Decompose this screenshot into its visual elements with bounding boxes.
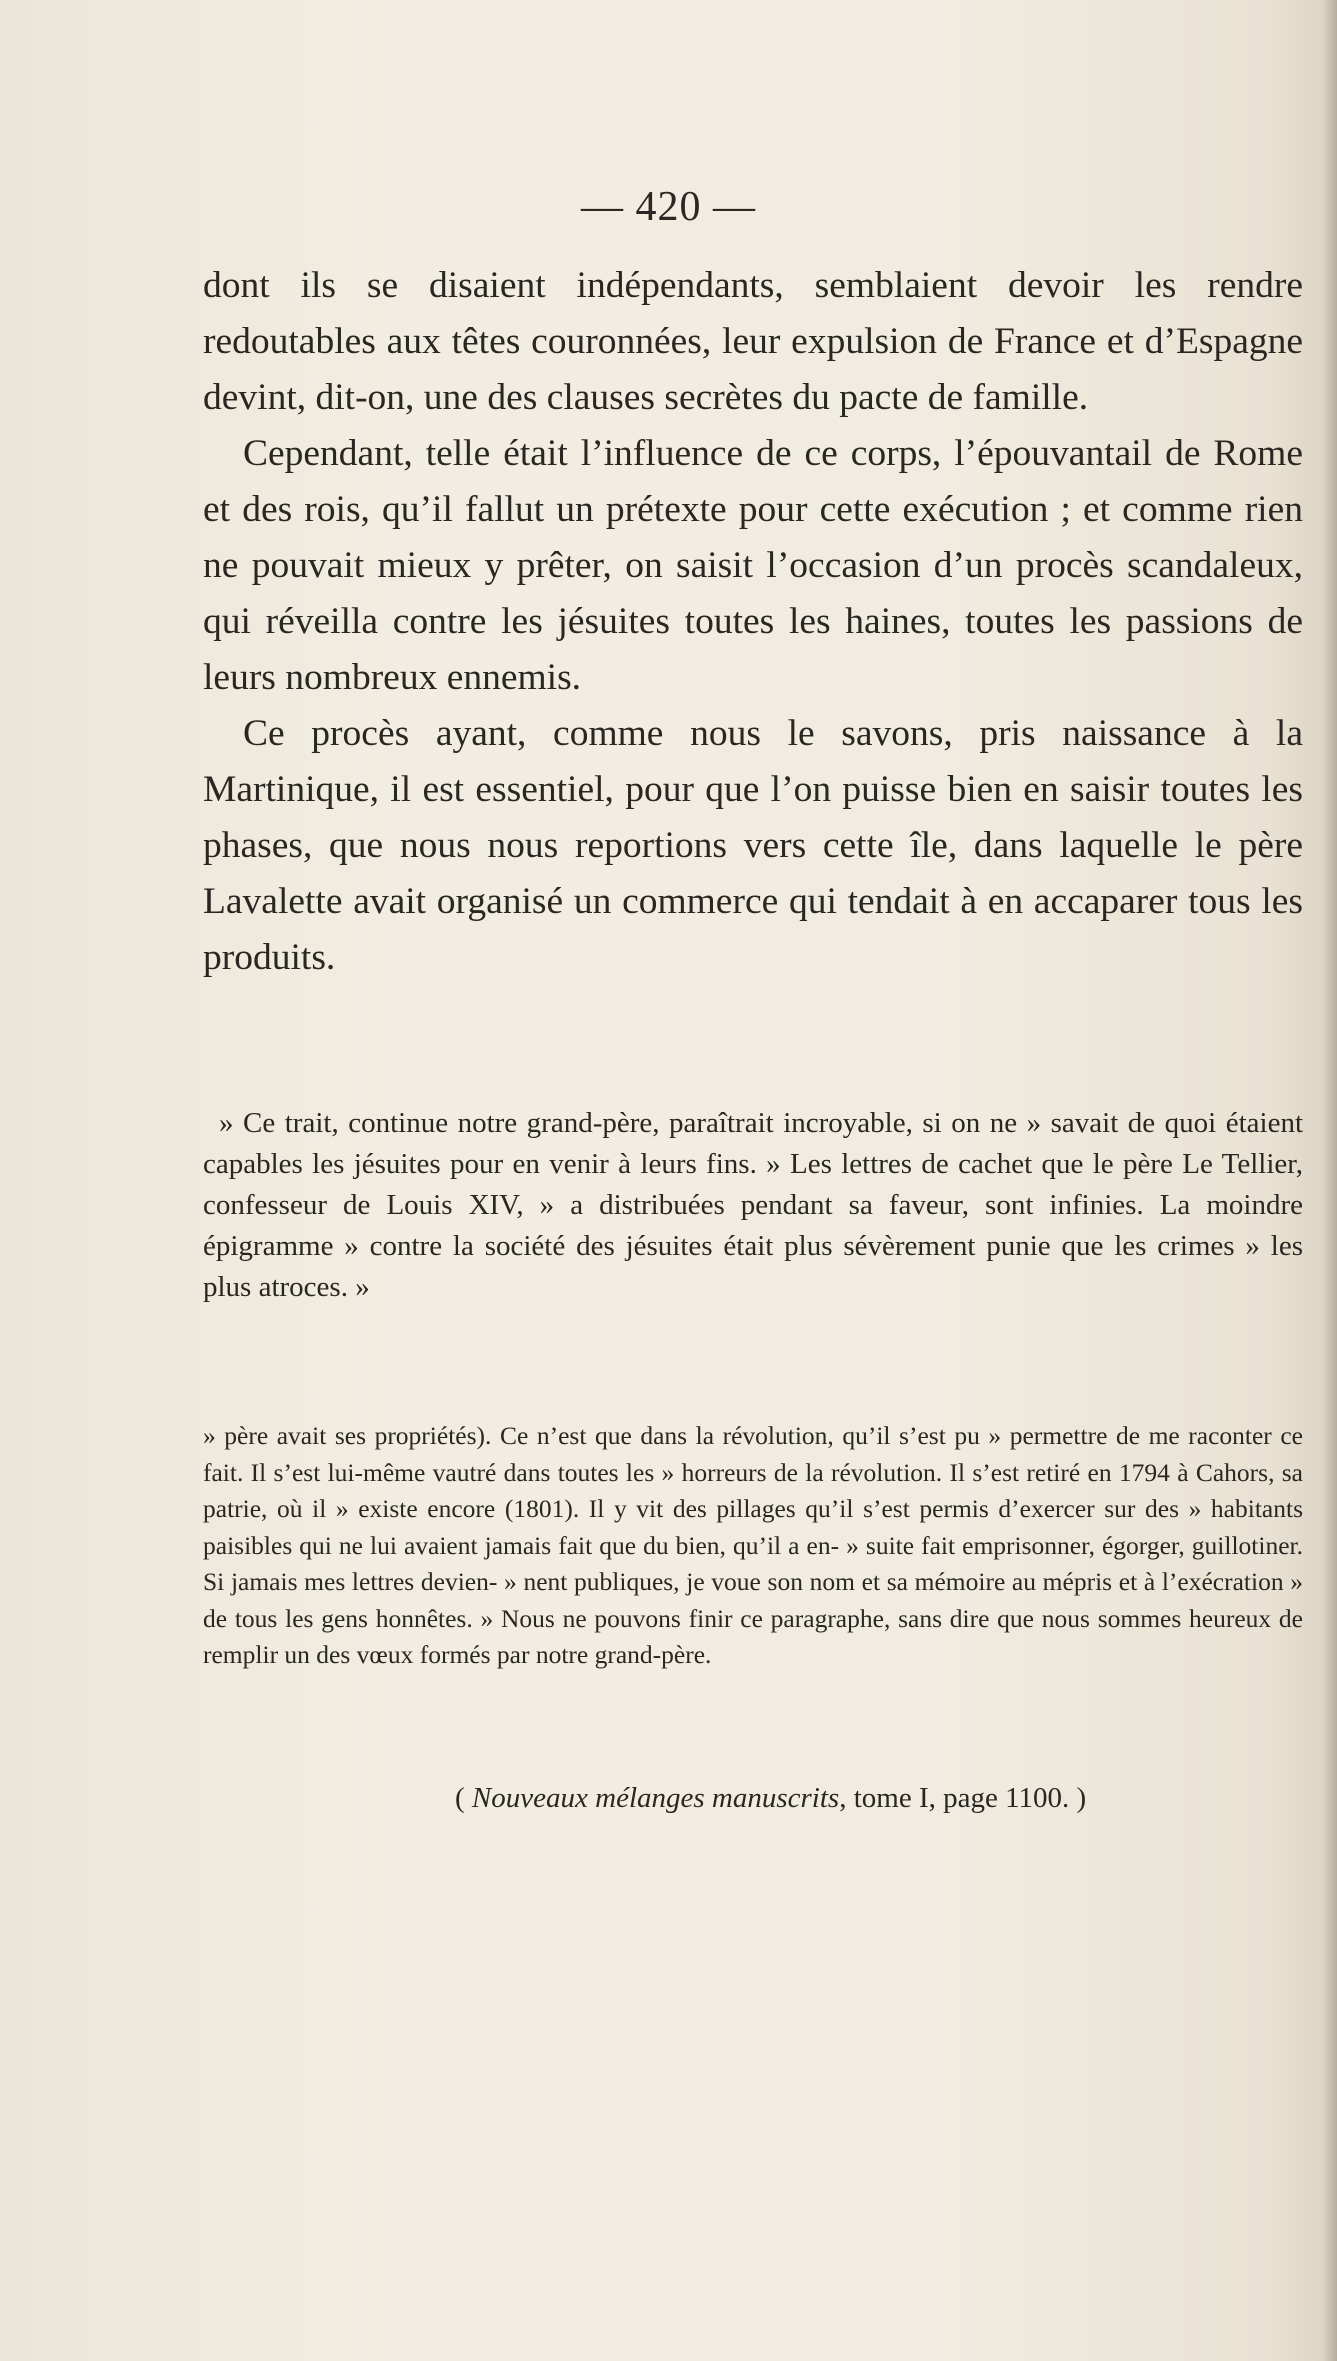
page-edge-shadow	[1323, 0, 1337, 2361]
citation-open: (	[455, 1782, 472, 1814]
main-text	[203, 258, 1303, 986]
citation-rest: , tome I, page 1100. )	[839, 1782, 1087, 1814]
footnote-block	[203, 1418, 1303, 1674]
quotation-text: » Ce trait, continue notre grand-père, paraîtrait incroyable, si on ne » savait de quoi étaient capables les jésuites pour en venir à leurs fins. » Les lettres de cachet que le père Le Tellier, confesseur de Louis XIV, » a distribuées pendant sa faveur, sont infinies. La moindre épigramme » contre la société des jésuites était plus sévèrement punie que les crimes » les plus atroces. »	[203, 1107, 1303, 1303]
footnote-text: » père avait ses propriétés). Ce n’est que dans la révolution, qu’il s’est pu » permettre de me raconter ce fait. Il s’est lui-même vautré dans toutes les » horreurs de la révolution. Il s’est retiré en 1794 à Cahors, sa patrie, où il » existe encore (1801). Il y vit des pillages qu’il s’est permis d’exercer sur des » habitants paisibles qui ne lui avaient jamais fait que du bien, qu’il a en- » suite fait emprisonner, égorger, guillotiner. Si jamais mes lettres devien- » nent publiques, je voue son nom et sa mémoire au mépris et à l’exécration » de tous les gens honnêtes. » Nous ne pouvons finir ce paragraphe, sans dire que nous sommes heureux de remplir un des vœux formés par notre grand-père.	[203, 1421, 1303, 1669]
paragraph-2: Cependant, telle était l’influence de ce corps, l’épouvantail de Rome et des rois, qu’il fallut un prétexte pour cette exécution ; et comme rien ne pouvait mieux y prêter, on saisit l’occasion d’un procès scandaleux, qui réveilla contre les jésuites toutes les haines, toutes les passions de leurs nombreux ennemis.	[203, 433, 1303, 698]
paragraph-3: Ce procès ayant, comme nous le savons, pris naissance à la Martinique, il est essentiel, pour que l’on puisse bien en saisir toutes les phases, que nous nous reportions vers cette île, dans laquelle le père Lavalette avait organisé un commerce qui tendait à en accaparer tous les produits.	[203, 713, 1303, 978]
page-number-header: — 420 —	[581, 184, 756, 230]
paragraph-1: dont ils se disaient indépendants, semblaient devoir les rendre redoutables aux têtes couronnées, leur expulsion de France et d’Espagne devint, dit-on, une des clauses secrètes du pacte de famille.	[203, 265, 1303, 418]
source-citation	[455, 1778, 1255, 1818]
quotation-block	[203, 1103, 1303, 1308]
citation-title: Nouveaux mélanges manuscrits	[471, 1782, 840, 1814]
